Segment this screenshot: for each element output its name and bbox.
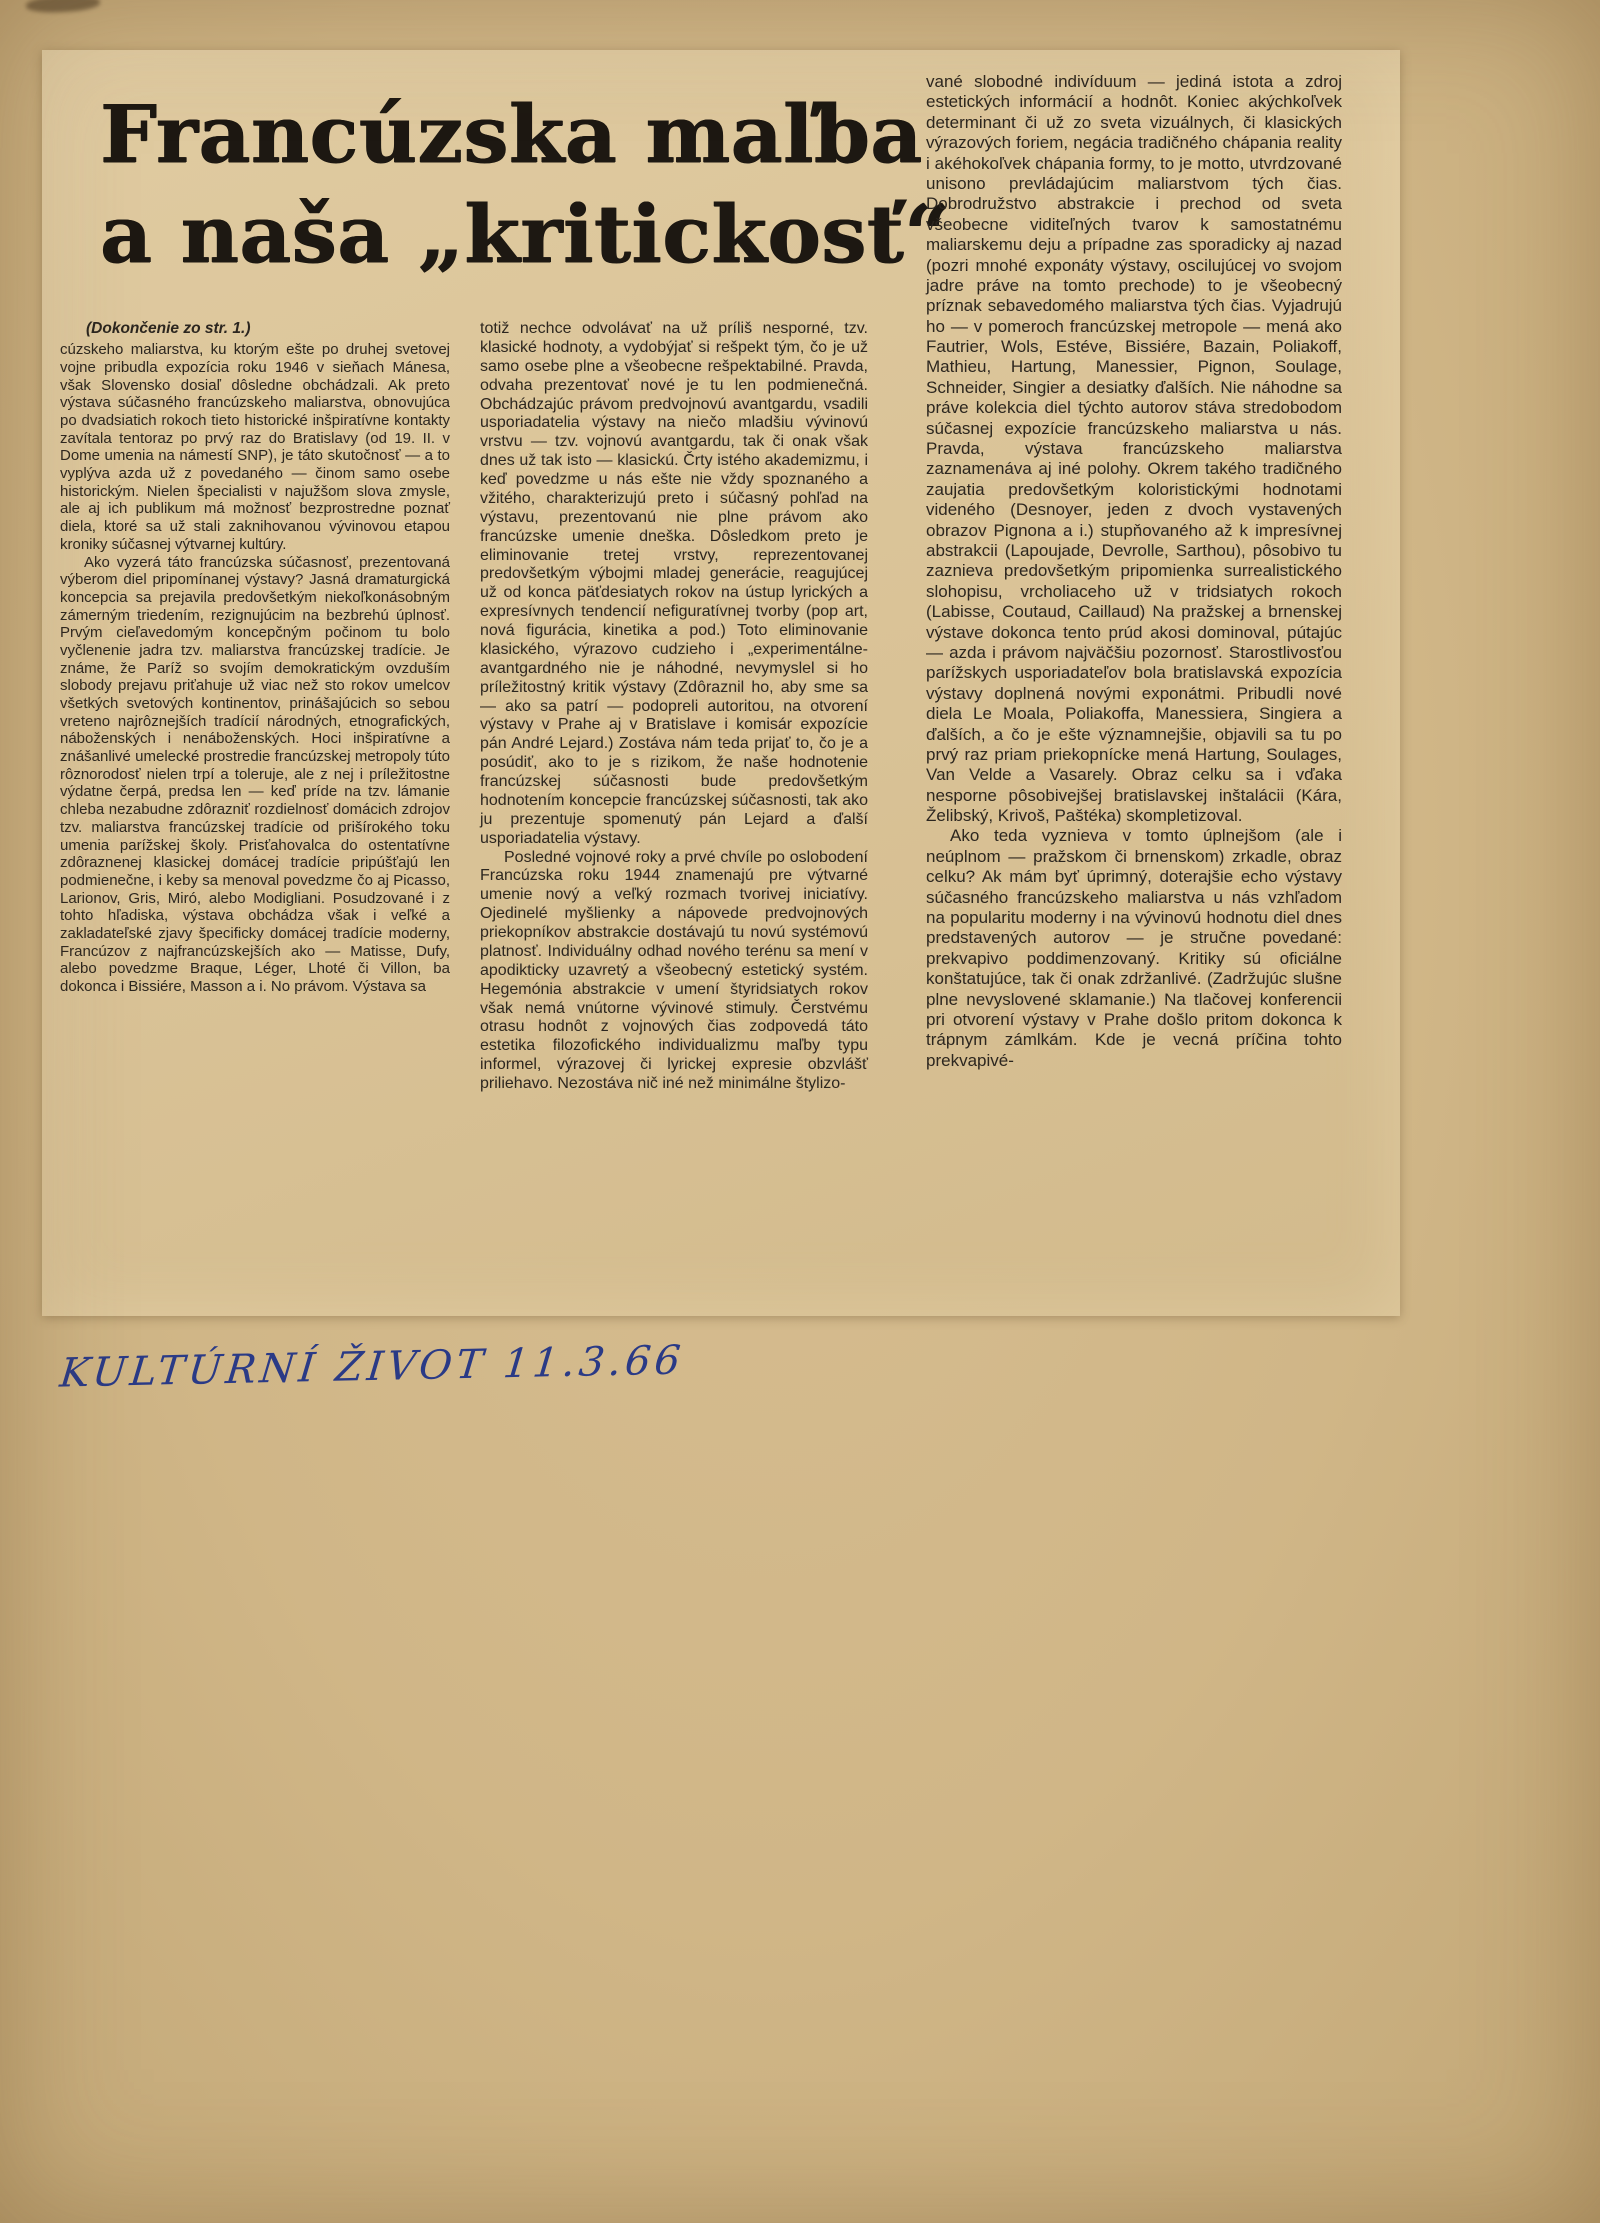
newspaper-clipping bbox=[42, 50, 1400, 1316]
article-headline bbox=[100, 84, 951, 284]
column3-paragraph-1: vané slobodné indivíduum — jediná istota a zdroj estetických informácií a hodnôt. Koniec akýchkoľvek determinant či už zo sveta vizuálnych, či klasických výrazových foriem, negácia tradičného chápania reality i akéhokoľvek chápania formy, to je motto, utvrdzované unisono prevládajúcim maliarstvom tých čias. Dobrodružstvo abstrakcie i prechod od sveta všeobecne viditeľných tvarov k samostatnému maliarskemu deju a prípadne zas sporadicky aj nazad (pozri mnohé exponáty výstavy, oscilujúcej vo svojom jadre práve na tomto prechode) to je všeobecný príznak sebavedomého maliarstva tých čias. Vyjadrujú ho — v pomeroch francúzskej metropole — mená ako Fautrier, Wols, Estéve, Bissiére, Bazain, Poliakoff, Mathieu, Hartung, Manessier, Pignon, Soulage, Schneider, Singier a desiatky ďalších. Nie náhodne sa práve kolekcia diel týchto autorov stáva stredobodom súčasnej expozície francúzskeho maliarstva u nás. Pravda, výstava francúzskeho maliarstva zaznamenáva aj iné polohy. Okrem takého tradičného zaujatia predovšetkým koloristickými hodnotami videného (Desnoyer, jeden z dvoch vystavených obrazov Pignona a i.) stupňovaného až k impresívnej abstrakcii (Lapoujade, Devrolle, Sarthou), pôsobivo tu zaznieva predovšetkým pripomienka surrealistického slohopisu, vrcholiaceho už v tridsiatych rokoch (Labisse, Coutaud, Caillaud) Na pražskej a brnenskej výstave dokonca tento prúd akosi dominoval, pútajúc — azda i právom najväčšiu pozornosť. Starostlivosťou parížskych usporiadateľov bola bratislavská expozícia výstavy doplnená novými exponátmi. Pribudli nové diela Le Moala, Poliakoffa, Manessiera, Singiera a ďalších, a čo je ešte významnejšie, objavili sa tu po prvý raz priam priekopnícke mená Hartung, Soulages, Van Velde a Vasarely. Obraz celku sa i vďaka nesporne pôsobivejšej bratislavskej inštalácii (Kára, Želibský, Krivoš, Paštéka) skompletizoval. bbox=[926, 72, 1342, 826]
text-column-2 bbox=[480, 320, 868, 1094]
continuation-note: (Dokončenie zo str. 1.) bbox=[86, 320, 251, 337]
column3-paragraph-2: Ako teda vyznieva v tomto úplnejšom (ale i neúplnom — pražskom či brnenskom) zrkadle, obraz celku? Ak mám byť úprimný, doterajšie echo výstavy súčasného francúzskeho maliarstva u nás vzhľadom na popularitu moderny i na vývinovú hodnotu diel dnes predstavených autorov — je stručne povedané: prekvapivo poddimenzovaný. Kritiky sú oficiálne konštatujúce, tak či onak zdržanlivé. (Zadržujúc slušne plne nevyslovené sklamanie.) Na tlačovej konferencii pri otvorení výstavy v Prahe došlo pritom dokonca k trápnym zámlkám. Kde je vecná príčina tohto prekvapivé- bbox=[926, 826, 1342, 1070]
column2-paragraph-1: totiž nechce odvolávať na už príliš nesporné, tzv. klasické hodnoty, a vydobýjať si rešpekt tým, čo je už samo osebe plne a všeobecne rešpektabilné. Pravda, odvaha prezentovať nové je tu len podmienečná. Obchádzajúc právom predvojnovú avantgardu, vsadili usporiadatelia výstavy na niečo mladšiu vývinovú vrstvu — tzv. vojnovú avantgardu, tak či onak však dnes už tak isto — klasickú. Črty istého akademizmu, i keď povedzme u nás ešte nie vždy spoznaného a vžitého, charakterizujú preto i súčasný pohľad na výstavu, prezentovanú nie plne právom ako francúzske umenie dneška. Dôsledkom preto je eliminovanie tretej vrstvy, reprezentovanej predovšetkým výbojmi mladej generácie, reagujúcej už od konca päťdesiatych rokov na ústup lyrických a expresívnych tendencií nefiguratívnej tvorby (pop art, nová figurácia, kinetika a pod.) Toto eliminovanie klasického, výrazovo cudzieho i „experimentálne-avantgardného nie je náhodné, nevymyslel si ho príležitostný kritik výstavy (Zdôraznil ho, aby sme sa — ako sa patrí — podopreli autoritou, na otvorení výstavy v Prahe aj v Bratislave i komisár expozície pán André Lejard.) Zostáva nám teda prijať to, čo je a posúdiť, ako to je s rizikom, že naše hodnotenie francúzskej súčasnosti bude predovšetkým hodnotením koncepcie francúzskej súčasnosti, tak ako ju prezentuje spomenutý pán Lejard a ďalší usporiadatelia výstavy. bbox=[480, 320, 868, 847]
handwritten-annotation: KULTÚRNÍ ŽIVOT 11.3.66 bbox=[57, 1337, 687, 1397]
text-column-1 bbox=[60, 320, 450, 1094]
clipping-left-section bbox=[60, 58, 951, 1094]
headline-line-2: a naša „kritickosť“ bbox=[100, 187, 951, 281]
headline-line-1: Francúzska maľba bbox=[100, 87, 923, 181]
column1-paragraph-2: Ako vyzerá táto francúzska súčasnosť, prezentovaná výberom diel pripomínanej výstavy? Jasná dramaturgická koncepcia sa prejavila predovšetkým niekoľkonásobným zámerným triedením, rezignujúcim na bezbrehú úplnosť. Prvým cieľavedomým koncepčným počinom tu bolo vyčlenenie jadra tzv. maliarstva francúzskej tradície. Je známe, že Paríž so svojím demokratickým ovzduším slobody prejavu priťahuje už viac než sto rokov umelcov všetkých svetových kontinentov, prinášajúcich so sebou vreteno najrôznejších tradícií národných, etnografických, náboženských i nenáboženských. Hoci inšpiratívne a znášanlivé umelecké prostredie francúzskej metropoly túto rôznorodosť nielen trpí a toleruje, ale z nej i príležitostne výdatne čerpá, predsa len — keď príde na tzv. lámanie chleba nezabudne zdôrazniť rozdielnosť domácich zdrojov tzv. maliarstva francúzskej tradície od prišírokého toku umenia parížskej školy. Prisťahovalca do ostentatívne zdôraznenej klasickej domácej tradície pripúšťajú len podmienečne, i keby sa menoval povedzme čo aj Picasso, Larionov, Gris, Miró, alebo Modigliani. Posudzované i z tohto hľadiska, výstava obchádza však i veľké a zakladateľské zjavy špecificky domácej tradície moderny, Francúzov z najfrancúzskejších ako — Matisse, Dufy, alebo povedzme Braque, Léger, Lhoté či Villon, ba dokonca i Bissiére, Masson a i. No právom. Výstava sa bbox=[60, 553, 450, 996]
text-column-3 bbox=[926, 72, 1342, 1071]
two-column-body bbox=[60, 320, 868, 1094]
column1-paragraph-1: cúzskeho maliarstva, ku ktorým ešte po druhej svetovej vojne pribudla expozícia roku 1946 v sieňach Mánesa, však Slovensko dosiaľ dôsledne obchádzali. Ak preto výstava súčasného francúzskeho maliarstva, obnovujúca po dvadsiatich rokoch tieto historické inšpiratívne kontakty zavítala tentoraz po prvý raz do Bratislavy (od 19. II. v Dome umenia na námestí SNP), je táto skutočnosť — a to vyplýva azda už z povedaného — činom samo osebe historickým. Nielen špecialisti v najužšom slova zmysle, ale aj ich publikum má možnosť bezprostredne poznať diela, ktoré sa už stali zaknihovanou vývinovou etapou kroniky súčasnej výtvarnej kultúry. bbox=[60, 341, 450, 553]
column2-paragraph-2: Posledné vojnové roky a prvé chvíle po oslobodení Francúzska roku 1944 znamenajú pre výtvarné umenie nový a veľký rozmach tvorivej iniciatívy. Ojedinelé myšlienky a nápovede predvojnových priekopníkov abstrakcie dostávajú tu novú systémovú platnosť. Individuálny odhad nového terénu sa mení v apodikticky uzavretý a všeobecný estetický systém. Hegemónia abstrakcie v umení štyridsiatych rokov však nemá vnútorne vývinové stimuly. Čerstvému otrasu hodnôt z vojnových čias zodpovedá táto estetika filozofického individualizmu maľby typu informel, výrazovej či lyrickej expresie obzvlášť priliehavo. Nezostáva nič iné než minimálne štylizo- bbox=[480, 848, 868, 1092]
paper-smudge bbox=[26, 0, 101, 14]
